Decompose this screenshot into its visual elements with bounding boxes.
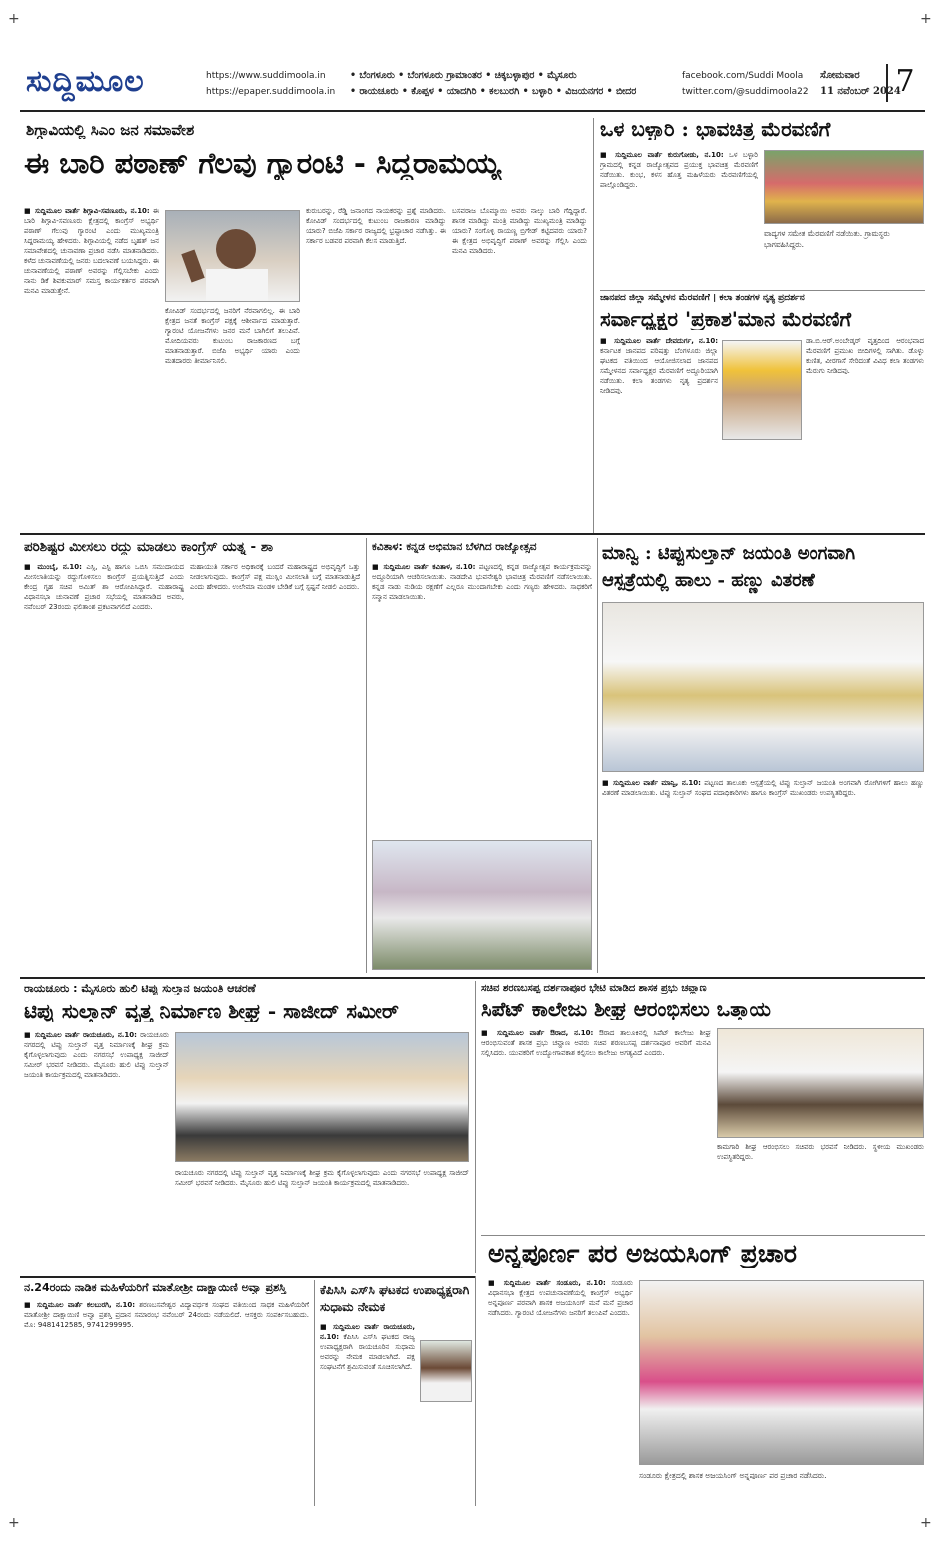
- story5-body: [372, 562, 592, 834]
- story1-col3-text: ಕುರುಬರನ್ನು, ರೆಡ್ಡಿ ಜನಾಂಗದ ನಾಯಕರನ್ನು ಪ್ರಶ್ನೆ ಮಾಡಿದರು. ಕೋವಿಡ್ ಸಂದರ್ಭದಲ್ಲಿ ಕುಟುಂಬ ರಾಜಕಾರಣ ಮಾಡಿದ್ದು ಯಾರು? ಬಿಜೆಪಿ ಸರ್ಕಾರ ರಾಜ್ಯದಲ್ಲಿ ಭ್ರಷ್ಟಾಚಾರ ನಡೆಸಿತ್ತು. ಈ ಸರ್ಕಾರ ಬಡವರ ಪರವಾಗಿ ಕೆಲಸ ಮಾಡುತ್ತಿದೆ.: [306, 207, 446, 245]
- story6-byline: ■ ಸುದ್ದಿಮೂಲ ವಾರ್ತೆ ಮಾನ್ವಿ, ನ.10:: [602, 779, 701, 787]
- story8-text2: ಕಾಮಗಾರಿ ಶೀಘ್ರ ಆರಂಭಿಸಲು ಸಚಿವರು ಭರವಸೆ ನೀಡಿದರು. ಸ್ಥಳೀಯ ಮುಖಂಡರು ಉಪಸ್ಥಿತರಿದ್ದರು.: [717, 1143, 924, 1161]
- crop-mark-bottom-right: +: [920, 1515, 932, 1531]
- divider: [600, 290, 925, 291]
- story7-photo-jayanti: [175, 1032, 469, 1162]
- story7-text: ರಾಯಚೂರು ನಗರದಲ್ಲಿ ಟಿಪ್ಪು ಸುಲ್ತಾನ್ ವೃತ್ತ ನಿರ್ಮಾಣಕ್ಕೆ ಶೀಘ್ರ ಕ್ರಮ ಕೈಗೊಳ್ಳಲಾಗುವುದು ಎಂದು ನಗರಸಭೆ ಉಪಾಧ್ಯಕ್ಷ ಸಾಜೀದ್ ಸಮೀರ್ ಭರವಸೆ ನೀಡಿದರು. ಮೈಸೂರು ಹುಲಿ ಟಿಪ್ಪು ಸುಲ್ತಾನ್ ಜಯಂತಿ ಕಾರ್ಯಕ್ರಮದಲ್ಲಿ ಮಾತನಾಡಿದರು.: [24, 1031, 169, 1079]
- story8-body-2: [717, 1142, 924, 1232]
- story3-text: ಕರ್ನಾಟಕ ಜಾನಪದ ಪರಿಷತ್ತು ಬೆಂಗಳೂರು ಜಿಲ್ಲಾ ಘಟಕದ ವತಿಯಿಂದ ಆಯೋಜಿಸಲಾದ ಜಾನಪದ ಸಮ್ಮೇಳನದ ಸರ್ವಾಧ್ಯಕ್ಷರ ಮೆರವಣಿಗೆ ಅದ್ದೂರಿಯಾಗಿ ನಡೆಯಿತು. ಕಲಾ ತಂಡಗಳು ನೃತ್ಯ ಪ್ರದರ್ಶನ ನೀಡಿದವು.: [600, 347, 718, 395]
- epaper-url[interactable]: https://epaper.suddimoola.in: [206, 87, 336, 97]
- story5-headline: ಕವಿತಾಳ: ಕನ್ನಡ ಅಭಿಮಾನ ಬೆಳಗಿದ ರಾಜ್ಯೋತ್ಸವ: [372, 542, 537, 553]
- column-rule: [314, 1280, 315, 1506]
- story1-kicker: ಶಿಗ್ಗಾವಿಯಲ್ಲಿ ಸಿಎಂ ಜನ ಸಮಾವೇಶ: [26, 122, 195, 139]
- logo: ಸುದ್ದಿಮೂಲ: [26, 64, 145, 99]
- story10-body: [320, 1322, 415, 1505]
- portrait-illustration: [166, 211, 300, 302]
- story11-byline: ■ ಸುದ್ದಿಮೂಲ ವಾರ್ತೆ ಸಂಡೂರು, ನ.10:: [488, 1279, 606, 1287]
- story6-headline: ಮಾನ್ವಿ : ಟಿಪ್ಪುಸುಲ್ತಾನ್ ಜಯಂತಿ ಅಂಗವಾಗಿ ಆಸ್ಪತ್ರೆಯಲ್ಲಿ ಹಾಲು - ಹಣ್ಣು ವಿತರಣೆ: [602, 543, 856, 591]
- story1-col4-text: ಬಸವರಾಜ ಬೊಮ್ಮಾಯಿ ಅವರು ನಾಲ್ಕು ಬಾರಿ ಗೆದ್ದಿದ್ದಾರೆ. ಶಾಸಕ ಮಾಡಿದ್ದು ಮಂತ್ರಿ ಮಾಡಿದ್ದು ಮುಖ್ಯಮಂತ್ರಿ ಮಾಡಿದ್ದು ಯಾರು? ಸಂಗೊಳ್ಳಿ ರಾಯಣ್ಣ ಬ್ರಿಗೇಡ್ ಕಟ್ಟಿದವರು ಯಾರು? ಈ ಕ್ಷೇತ್ರದ ಅಭಿವೃದ್ಧಿಗೆ ಪಠಾಣ್ ಅವರನ್ನು ಗೆಲ್ಲಿಸಿ ಎಂದು ಮನವಿ ಮಾಡಿದರು.: [452, 207, 587, 255]
- story5-byline: ■ ಸುದ್ದಿಮೂಲ ವಾರ್ತೆ ಕವಿತಾಳ, ನ.10:: [372, 563, 476, 571]
- story9-headline: ನ.24ರಂದು ನಾಡಿಕ ಮಹಿಳೆಯರಿಗೆ ಮಾತೋಶ್ರೀ ದಾಕ್ಷಾಯಿಣಿ ಅವ್ವಾ ಪ್ರಶಸ್ತಿ: [24, 1282, 286, 1294]
- story4-headline: ಪರಿಶಿಷ್ಟರ ಮೀಸಲು ರದ್ದು ಮಾಡಲು ಕಾಂಗ್ರೆಸ್ ಯತ್ನ - ಶಾ: [24, 540, 273, 555]
- issue-day: ಸೋಮವಾರ: [820, 70, 860, 81]
- divider: [481, 1235, 925, 1236]
- facebook-link[interactable]: facebook.com/Suddi Moola: [682, 71, 804, 81]
- story8-body: [481, 1028, 711, 1178]
- crop-mark-bottom-left: +: [8, 1515, 20, 1531]
- story1-col1: [24, 206, 159, 518]
- story2-headline: ಒಳ ಬಳ್ಳಾರಿ : ಭಾವಚಿತ್ರ ಮೆರವಣಿಗೆ: [600, 118, 831, 140]
- section-rule: [20, 1276, 475, 1278]
- story6-text: ಪಟ್ಟಣದ ತಾಲೂಕು ಆಸ್ಪತ್ರೆಯಲ್ಲಿ ಟಿಪ್ಪು ಸುಲ್ತಾನ್ ಜಯಂತಿ ಅಂಗವಾಗಿ ರೋಗಿಗಳಿಗೆ ಹಾಲು ಹಣ್ಣು ವಿತರಣೆ ಮಾಡಲಾಯಿತು. ಟಿಪ್ಪು ಸುಲ್ತಾನ್ ಸಂಘದ ಪದಾಧಿಕಾರಿಗಳು ಹಾಗೂ ಕಾಂಗ್ರೆಸ್ ಮುಖಂಡರು ಉಪಸ್ಥಿತರಿದ್ದರು.: [602, 779, 924, 797]
- story8-text: ಔರಾದ ತಾಲೂಕಿನಲ್ಲಿ ಸಿಪೆಟ್ ಕಾಲೇಜು ಶೀಘ್ರ ಆರಂಭಿಸುವಂತೆ ಶಾಸಕ ಪ್ರಭು ಚವ್ಹಾಣ ಅವರು ಸಚಿವ ಶರಣಬಸಪ್ಪ ದರ್ಶನಾಪೂರ ಅವರಿಗೆ ಮನವಿ ಸಲ್ಲಿಸಿದರು. ಯುವಕರಿಗೆ ಉದ್ಯೋಗಾವಕಾಶ ಕಲ್ಪಿಸಲು ಕಾಲೇಜು ಅಗತ್ಯವಿದೆ ಎಂದರು.: [481, 1029, 711, 1057]
- story4-col1-text: ಎಸ್ಸಿ, ಎಸ್ಟಿ ಹಾಗೂ ಒಬಿಸಿ ಸಮುದಾಯದ ಮೀಸಲಾತಿಯನ್ನು ರದ್ದುಗೊಳಿಸಲು ಕಾಂಗ್ರೆಸ್ ಪ್ರಯತ್ನಿಸುತ್ತಿದೆ ಎಂದು ಕೇಂದ್ರ ಗೃಹ ಸಚಿವ ಅಮಿತ್ ಶಾ ಆರೋಪಿಸಿದ್ದಾರೆ. ಮಹಾರಾಷ್ಟ್ರ ವಿಧಾನಸಭಾ ಚುನಾವಣೆ ಪ್ರಚಾರ ಸಭೆಯಲ್ಲಿ ಮಾತನಾಡಿದ ಅವರು, ನವೆಂಬರ್ 23ರಂದು ಫಲಿತಾಂಶ ಪ್ರಕಟವಾಗಲಿದೆ ಎಂದರು.: [24, 563, 184, 611]
- story2-text: ಒಳ ಬಳ್ಳಾರಿ ಗ್ರಾಮದಲ್ಲಿ ಕನ್ನಡ ರಾಜ್ಯೋತ್ಸವದ ಪ್ರಯುಕ್ತ ಭಾವಚಿತ್ರ ಮೆರವಣಿಗೆ ನಡೆಯಿತು. ಕುಂಭ, ಕಳಸ ಹೊತ್ತ ಮಹಿಳೆಯರು ಮೆರವಣಿಗೆಯಲ್ಲಿ ಪಾಲ್ಗೊಂಡಿದ್ದರು.: [600, 151, 758, 189]
- story7-headline: ಟಿಪ್ಪು ಸುಲ್ತಾನ್ ವೃತ್ತ ನಿರ್ಮಾಣ ಶೀಘ್ರ - ಸಾಜೀದ್ ಸಮೀರ್: [24, 1000, 399, 1022]
- story3-headline: ಸರ್ವಾಧ್ಯಕ್ಷರ 'ಪ್ರಕಾಶ'ಮಾನ ಮೆರವಣಿಗೆ: [600, 308, 852, 330]
- story8-photo-meeting: [717, 1028, 924, 1138]
- story7-byline: ■ ಸುದ್ದಿಮೂಲ ವಾರ್ತೆ ರಾಯಚೂರು, ನ.10:: [24, 1031, 137, 1039]
- column-rule: [593, 118, 594, 533]
- story10-headline: ಕೆಪಿಸಿಸಿ ಎಸ್‌ಸಿ ಘಟಕದ ಉಪಾಧ್ಯಕ್ಷರಾಗಿ ಸುಧಾಮ ನೇಮಕ: [320, 1283, 470, 1314]
- story9-byline: ■ ಸುದ್ದಿಮೂಲ ವಾರ್ತೆ ಕಲಬುರಗಿ, ನ.10:: [24, 1301, 136, 1309]
- column-rule: [475, 981, 476, 1273]
- cities-line-1: • ಬೆಂಗಳೂರು • ಬೆಂಗಳೂರು ಗ್ರಾಮಾಂತರ • ಚಿಕ್ಕಬಳ್ಳಾಪುರ • ಮೈಸೂರು: [350, 70, 577, 81]
- story2-photo-procession: [764, 150, 924, 224]
- story6-photo-hospital: [602, 602, 924, 772]
- section-rule: [20, 977, 925, 979]
- story11-body: [488, 1278, 633, 1503]
- story3-body-2: [806, 336, 924, 526]
- column-rule: [475, 1276, 476, 1506]
- story11-text: ಸಂಡೂರು ವಿಧಾನಸಭಾ ಕ್ಷೇತ್ರದ ಉಪಚುನಾವಣೆಯಲ್ಲಿ ಕಾಂಗ್ರೆಸ್ ಅಭ್ಯರ್ಥಿ ಅನ್ನಪೂರ್ಣ ಪರವಾಗಿ ಶಾಸಕ ಅಜಯಸಿಂಗ್ ಮನೆ ಮನೆ ಪ್ರಚಾರ ನಡೆಸಿದರು. ಗ್ಯಾರಂಟಿ ಯೋಜನೆಗಳು ಜನರಿಗೆ ತಲುಪಿವೆ ಎಂದರು.: [488, 1279, 633, 1317]
- story1-photo-cm: [165, 210, 300, 302]
- page-number: 7: [886, 64, 922, 102]
- story10-text: ಕೆಪಿಸಿಸಿ ಎಸ್‌ಸಿ ಘಟಕದ ರಾಜ್ಯ ಉಪಾಧ್ಯಕ್ಷರಾಗಿ ರಾಯಚೂರಿನ ಸುಧಾಮ ಅವರನ್ನು ನೇಮಕ ಮಾಡಲಾಗಿದೆ. ಪಕ್ಷ ಸಂಘಟನೆಗೆ ಶ್ರಮಿಸುವಂತೆ ಸೂಚಿಸಲಾಗಿದೆ.: [320, 1333, 415, 1371]
- story1-col4: [452, 206, 587, 518]
- story4-col1: [24, 562, 184, 972]
- story9-text: ಶರಣಬಸವೇಶ್ವರ ವಿದ್ಯಾವರ್ಧಕ ಸಂಘದ ವತಿಯಿಂದ ಸಾಧಕ ಮಹಿಳೆಯರಿಗೆ ಮಾತೋಶ್ರೀ ದಾಕ್ಷಾಯಿಣಿ ಅವ್ವಾ ಪ್ರಶಸ್ತಿ ಪ್ರದಾನ ಸಮಾರಂಭ ನವೆಂಬರ್ 24ರಂದು ನಡೆಯಲಿದೆ. ಆಸಕ್ತರು ಸಂಪರ್ಕಿಸಬಹುದು. ಮೊ: 9481412585, 9741299995.: [24, 1301, 309, 1329]
- story5-photo-event: [372, 840, 592, 970]
- twitter-link[interactable]: twitter.com/@suddimoola22: [682, 87, 809, 97]
- crop-mark-top-right: +: [920, 11, 932, 27]
- social-links: [682, 68, 809, 100]
- crop-mark-top-left: +: [8, 11, 20, 27]
- story10-byline: ■ ಸುದ್ದಿಮೂಲ ವಾರ್ತೆ ರಾಯಚೂರು, ನ.10:: [320, 1323, 415, 1341]
- story4-byline: ■ ಮುಂಬೈ, ನ.10:: [24, 563, 82, 571]
- story1-col1-text: ಈ ಬಾರಿ ಶಿಗ್ಗಾವಿ-ಸವಣೂರು ಕ್ಷೇತ್ರದಲ್ಲಿ ಕಾಂಗ್ರೆಸ್ ಅಭ್ಯರ್ಥಿ ಪಠಾಣ್ ಗೆಲುವು ಗ್ಯಾರಂಟಿ ಎಂದು ಮುಖ್ಯಮಂತ್ರಿ ಸಿದ್ದರಾಮಯ್ಯ ಹೇಳಿದರು. ಶಿಗ್ಗಾವಿಯಲ್ಲಿ ನಡೆದ ಬೃಹತ್ ಜನ ಸಮಾವೇಶದಲ್ಲಿ ಚುನಾವಣಾ ಪ್ರಚಾರ ನಡೆಸಿ ಮಾತನಾಡಿದರು. ಕಳೆದ ಚುನಾವಣೆಯಲ್ಲಿ ಜನರು ಬದಲಾವಣೆ ಬಯಸಿದ್ದರು. ಈ ಚುನಾವಣೆಯಲ್ಲಿ ಪಠಾಣ್ ಅವರನ್ನು ಗೆಲ್ಲಿಸಬೇಕು ಎಂದು ನಾನು ಡಿಕೆ ಶಿವಕುಮಾರ್ ಸಮಸ್ತ ಕಾರ್ಯಕರ್ತರ ಪರವಾಗಿ ಮನವಿ ಮಾಡುತ್ತೇನೆ.: [24, 207, 159, 295]
- story2-body: [600, 150, 758, 286]
- story7-body: [24, 1030, 169, 1270]
- story1-headline: ಈ ಬಾರಿ ಪಠಾಣ್ ಗೆಲವು ಗ್ಯಾರಂಟಿ - ಸಿದ್ದರಾಮಯ್ಯ: [24, 148, 502, 180]
- story2-caption: ವಾದ್ಯಗಳ ಸಮೇತ ಮೆರವಣಿಗೆ ನಡೆಯಿತು. ಗ್ರಾಮಸ್ಥರು ಭಾಗವಹಿಸಿದ್ದರು.: [764, 229, 890, 249]
- story3-byline: ■ ಸುದ್ದಿಮೂಲ ವಾರ್ತೆ ದೇವದುರ್ಗ, ನ.10:: [600, 337, 718, 345]
- story9-body: [24, 1300, 309, 1505]
- story1-byline: ■ ಸುದ್ದಿಮೂಲ ವಾರ್ತೆ ಶಿಗ್ಗಾವಿ-ಸವಣೂರು, ನ.10:: [24, 207, 150, 215]
- masthead-urls: [206, 68, 335, 100]
- story7-kicker: ರಾಯಚೂರು : ಮೈಸೂರು ಹುಲಿ ಟಿಪ್ಪು ಸುಲ್ತಾನ ಜಯಂತಿ ಆಚರಣೆ: [24, 983, 256, 995]
- story11-photo-campaign: [639, 1280, 924, 1465]
- story1-col2-text: ಕೋವಿಡ್ ಸಂದರ್ಭದಲ್ಲಿ ಜನರಿಗೆ ನೆರವಾಗಲಿಲ್ಲ. ಈ ಬಾರಿ ಕ್ಷೇತ್ರದ ಜನತೆ ಕಾಂಗ್ರೆಸ್ ಪಕ್ಷಕ್ಕೆ ಆಶೀರ್ವಾದ ಮಾಡುತ್ತಾರೆ. ಗ್ಯಾರಂಟಿ ಯೋಜನೆಗಳು ಜನರ ಮನೆ ಬಾಗಿಲಿಗೆ ತಲುಪಿವೆ. ಮೋದಿಯವರು ಕುಟುಂಬ ರಾಜಕಾರಣದ ಬಗ್ಗೆ ಮಾತನಾಡುತ್ತಾರೆ. ಬಿಜೆಪಿ ಅಭ್ಯರ್ಥಿ ಯಾರು ಎಂದು ಮತದಾರರು ತೀರ್ಮಾನಿಸಲಿ.: [165, 307, 300, 365]
- column-rule: [366, 538, 367, 973]
- story3-text2: ಡಾ.ಬಿ.ಆರ್.ಅಂಬೇಡ್ಕರ್ ವೃತ್ತದಿಂದ ಆರಂಭವಾದ ಮೆರವಣಿಗೆ ಪ್ರಮುಖ ಬೀದಿಗಳಲ್ಲಿ ಸಾಗಿತು. ಡೊಳ್ಳು ಕುಣಿತ, ವೀರಗಾಸೆ ಸೇರಿದಂತೆ ವಿವಿಧ ಕಲಾ ತಂಡಗಳು ಮೆರುಗು ನೀಡಿದವು.: [806, 337, 924, 375]
- story8-kicker: ಸಚಿವ ಶರಣಬಸಪ್ಪ ದರ್ಶನಾಪೂರ ಭೇಟಿ ಮಾಡಿದ ಶಾಸಕ ಪ್ರಭು ಚವ್ಹಾಣ: [481, 983, 707, 994]
- story1-col3: [306, 206, 446, 518]
- story1-col2: [165, 306, 300, 518]
- masthead: [20, 62, 925, 112]
- story6-body: [602, 778, 924, 973]
- story11-headline: ಅನ್ನಪೂರ್ಣ ಪರ ಅಜಯಸಿಂಗ್ ಪ್ರಚಾರ: [488, 1240, 797, 1268]
- story8-headline: ಸಿಪೆಟ್ ಕಾಲೇಜು ಶೀಘ್ರ ಆರಂಭಿಸಲು ಒತ್ತಾಯ: [481, 998, 771, 1020]
- column-rule: [597, 538, 598, 973]
- cities-line-2: • ರಾಯಚೂರು • ಕೊಪ್ಪಳ • ಯಾದಗಿರಿ • ಕಲಬುರಗಿ • ಬಳ್ಳಾರಿ • ವಿಜಯನಗರ • ಬೀದರ: [350, 86, 637, 97]
- story2-byline: ■ ಸುದ್ದಿಮೂಲ ವಾರ್ತೆ ಕುರುಗೋಡು, ನ.10:: [600, 151, 724, 159]
- story7-text-cont: ರಾಯಚೂರು ನಗರದಲ್ಲಿ ಟಿಪ್ಪು ಸುಲ್ತಾನ್ ವೃತ್ತ ನಿರ್ಮಾಣಕ್ಕೆ ಶೀಘ್ರ ಕ್ರಮ ಕೈಗೊಳ್ಳಲಾಗುವುದು ಎಂದು ನಗರಸಭೆ ಉಪಾಧ್ಯಕ್ಷ ಸಾಜೀದ್ ಸಮೀರ್ ಭರವಸೆ ನೀಡಿದರು. ಮೈಸೂರು ಹುಲಿ ಟಿಪ್ಪು ಸುಲ್ತಾನ್ ಜಯಂತಿ ಕಾರ್ಯಕ್ರಮದಲ್ಲಿ ಮಾತನಾಡಿದರು.: [175, 1169, 469, 1187]
- story4-col2: [190, 562, 360, 972]
- issue-date-text: 11 ನವೆಂಬರ್ 2024: [820, 86, 901, 97]
- story7-body-2: [175, 1168, 469, 1270]
- story8-byline: ■ ಸುದ್ದಿಮೂಲ ವಾರ್ತೆ ಔರಾದ, ನ.10:: [481, 1029, 594, 1037]
- story3-body: [600, 336, 718, 526]
- story11-caption: ಸಂಡೂರು ಕ್ಷೇತ್ರದಲ್ಲಿ ಶಾಸಕ ಅಜಯಸಿಂಗ್ ಅನ್ನಪೂರ್ಣ ಪರ ಪ್ರಚಾರ ನಡೆಸಿದರು.: [639, 1471, 827, 1480]
- story5-text: ಪಟ್ಟಣದಲ್ಲಿ ಕನ್ನಡ ರಾಜ್ಯೋತ್ಸವ ಕಾರ್ಯಕ್ರಮವನ್ನು ಅದ್ದೂರಿಯಾಗಿ ಆಚರಿಸಲಾಯಿತು. ನಾಡದೇವಿ ಭುವನೇಶ್ವರಿ ಭಾವಚಿತ್ರ ಮೆರವಣಿಗೆ ನಡೆಸಲಾಯಿತು. ಕನ್ನಡ ನಾಡು ನುಡಿಯ ರಕ್ಷಣೆಗೆ ಎಲ್ಲರೂ ಮುಂದಾಗಬೇಕು ಎಂದು ಗಣ್ಯರು ಹೇಳಿದರು. ಸಾಧಕರಿಗೆ ಸನ್ಮಾನ ಮಾಡಲಾಯಿತು.: [372, 563, 592, 601]
- story3-kicker: ಜಾನಪದ ಜಿಲ್ಲಾ ಸಮ್ಮೇಳನ ಮೆರವಣಿಗೆ | ಕಲಾ ತಂಡಗಳ ನೃತ್ಯ ಪ್ರದರ್ಶನ: [600, 294, 805, 303]
- story10-photo-sudhama: [420, 1340, 472, 1402]
- edition-cities: [350, 68, 636, 100]
- story4-col2-text: ಮಹಾಯುತಿ ಸರ್ಕಾರ ಅಧಿಕಾರಕ್ಕೆ ಬಂದರೆ ಮಹಾರಾಷ್ಟ್ರದ ಅಭಿವೃದ್ಧಿಗೆ ಒತ್ತು ನೀಡಲಾಗುವುದು. ಕಾಂಗ್ರೆಸ್ ಪಕ್ಷ ಮುಸ್ಲಿಂ ಮೀಸಲಾತಿ ಬಗ್ಗೆ ಮಾತನಾಡುತ್ತಿದೆ ಎಂದು ಹೇಳಿದರು. ಉಲೇಮಾ ಮಂಡಳಿ ಬೇಡಿಕೆ ಬಗ್ಗೆ ಸ್ಪಷ್ಟನೆ ನೀಡಲಿ ಎಂದರು.: [190, 563, 360, 591]
- section-rule: [20, 533, 925, 535]
- website-url[interactable]: https://www.suddimoola.in: [206, 71, 326, 81]
- story3-photo-president: [722, 340, 802, 440]
